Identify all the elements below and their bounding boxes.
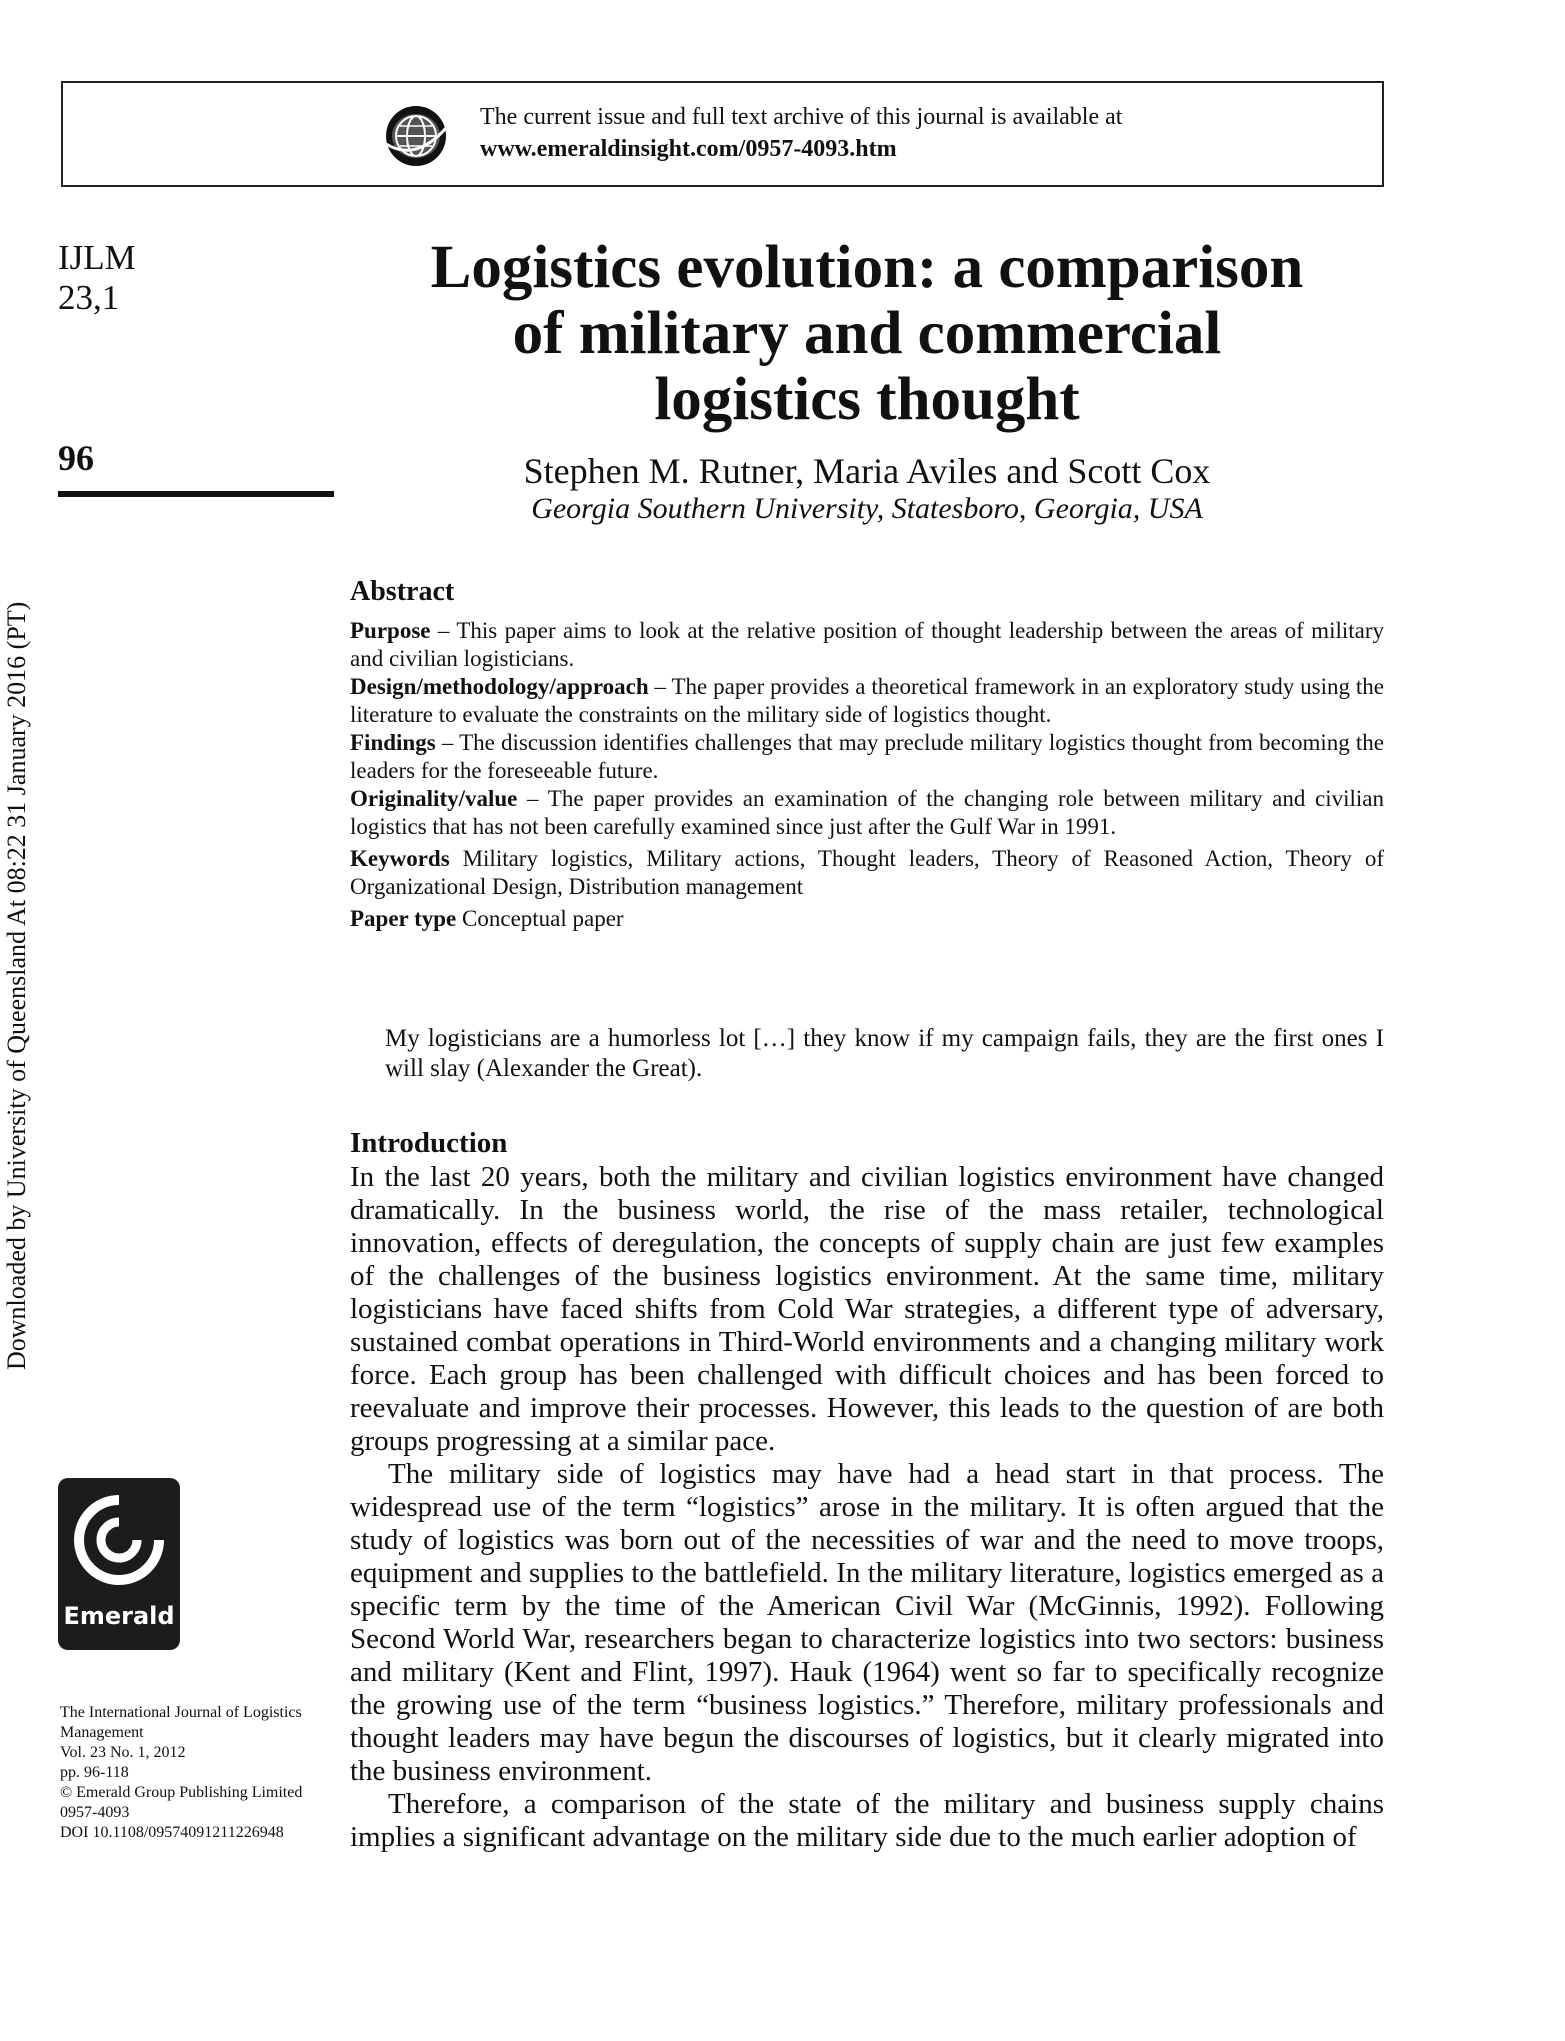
abstract-purpose [350, 617, 1384, 673]
emerald-swirl-icon [58, 1478, 180, 1602]
publication-info [60, 1703, 340, 1843]
margin-rule [58, 491, 334, 497]
journal-abbreviation: IJLM [58, 238, 136, 277]
title-line: logistics thought [654, 366, 1080, 433]
paper-type-text: Conceptual paper [456, 906, 624, 931]
pubinfo-line: © Emerald Group Publishing Limited [60, 1784, 303, 1801]
body-paragraph: In the last 20 years, both the military and civilian logistics environment have changed dramatically. In the business world, the rise of the mass retailer, technological innovation, effects of deregulation, the concepts of supply chain are just few examples of the challenges of the business logistics environment. At the same time, military logisticians have faced shifts from Cold War strategies, a different type of adversary, sustained combat operations in Third-World environments and a changing military work force. Each group has been challenged with difficult choices and has been forced to reevaluate and improve their processes. However, this leads to the question of are both groups progressing at a similar pace. [350, 1161, 1384, 1457]
pubinfo-line: 0957-4093 [60, 1804, 130, 1821]
epigraph-quote: My logisticians are a humorless lot […] they know if my campaign fails, they are the first ones I will slay (Alexander the Great). [385, 1025, 1384, 1082]
design-text: – The paper provides a theoretical framework in an exploratory study using the literature to evaluate the constraints on the military side of logistics thought. [350, 674, 1384, 727]
purpose-text: – This paper aims to look at the relative position of thought leadership between the areas of military and civilian logisticians. [350, 618, 1384, 671]
pubinfo-line: The International Journal of Logistics [60, 1704, 302, 1721]
abstract-findings [350, 729, 1384, 785]
abstract-section [350, 575, 1384, 933]
emerald-wordmark: Emerald [63, 1602, 175, 1630]
journal-volume-label [58, 238, 136, 318]
archive-notice: The current issue and full text archive of this journal is available at [480, 104, 1123, 130]
keywords-text: Military logistics, Military actions, Thought leaders, Theory of Reasoned Action, Theory of Organizational Design, Distribution management [350, 846, 1384, 899]
globe-icon [380, 104, 452, 168]
findings-text: – The discussion identifies challenges that may preclude military logistics thought from becoming the leaders for the foreseeable future. [350, 730, 1384, 783]
body-paragraph: Therefore, a comparison of the state of the military and business supply chains implies a significant advantage on the military side due to the much earlier adoption of [350, 1788, 1384, 1853]
title-line: Logistics evolution: a comparison [430, 234, 1304, 301]
abstract-keywords [350, 845, 1384, 901]
abstract-heading: Abstract [350, 576, 455, 607]
pubinfo-line: DOI 10.1108/09574091211226948 [60, 1824, 284, 1841]
findings-label: Findings [350, 730, 436, 755]
authors: Stephen M. Rutner, Maria Aviles and Scott Cox [523, 451, 1211, 491]
pubinfo-line: pp. 96-118 [60, 1764, 129, 1781]
title-line: of military and commercial [512, 300, 1222, 367]
abstract-originality [350, 785, 1384, 841]
introduction-heading: Introduction [350, 1127, 508, 1159]
introduction-body [350, 1161, 1384, 1854]
abstract-paper-type [350, 905, 1384, 933]
journal-access-banner [61, 81, 1384, 187]
volume-issue: 23,1 [58, 278, 120, 317]
purpose-label: Purpose [350, 618, 431, 643]
body-paragraph: The military side of logistics may have had a head start in that process. The widespread use of the term “logistics” arose in the military. It is often argued that the study of logistics was born out of the necessities of war and the need to move troops, equipment and supplies to the battlefield. In the military literature, logistics emerged as a specific term by the time of the American Civil War (McGinnis, 1992). Following Second World War, researchers began to characterize logistics into two sectors: business and military (Kent and Flint, 1997). Hauk (1964) went so far to specifically recognize the growing use of the term “business logistics.” Therefore, military professionals and thought leaders may have begun the discourses of logistics, but it clearly migrated into the business environment. [350, 1458, 1384, 1787]
download-stamp: Downloaded by University of Queensland At 08:22 31 January 2016 (PT) [2, 601, 31, 1370]
keywords-label: Keywords [350, 846, 450, 871]
paper-type-label: Paper type [350, 906, 457, 931]
design-label: Design/methodology/approach [350, 674, 649, 699]
affiliation: Georgia Southern University, Statesboro, Georgia, USA [531, 492, 1203, 525]
journal-url-link[interactable]: www.emeraldinsight.com/0957-4093.htm [480, 136, 897, 162]
abstract-design [350, 673, 1384, 729]
pubinfo-line: Vol. 23 No. 1, 2012 [60, 1744, 186, 1761]
pubinfo-line: Management [60, 1724, 144, 1741]
page-number: 96 [58, 438, 94, 478]
originality-text: – The paper provides an examination of the changing role between military and civilian logistics that has not been carefully examined since just after the Gulf War in 1991. [350, 786, 1384, 839]
originality-label: Originality/value [350, 786, 518, 811]
emerald-logo [58, 1478, 180, 1650]
article-title [350, 235, 1384, 433]
